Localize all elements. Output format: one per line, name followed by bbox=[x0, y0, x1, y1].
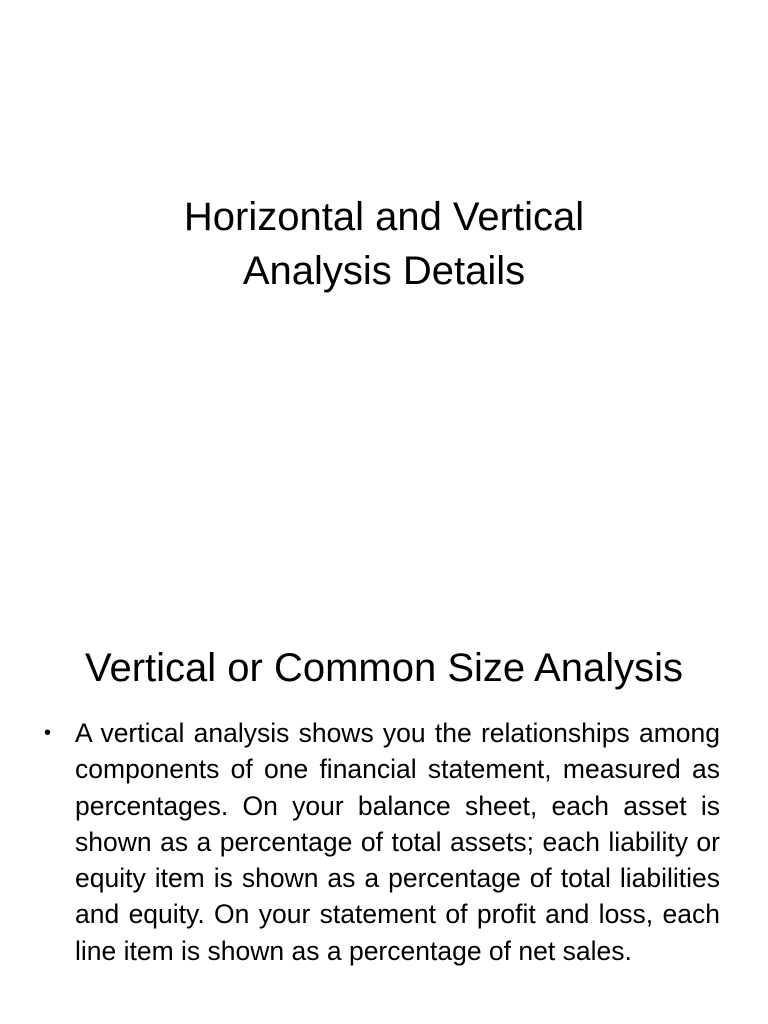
slide-title bbox=[0, 190, 768, 298]
content-slide bbox=[0, 576, 768, 1024]
slide-title-line-2: Analysis Details bbox=[242, 249, 526, 293]
bullet-text: A vertical analysis shows you the relationships among components of one financial statement, measured as percentages. On your balance sheet, each asset is shown as a percentage of total assets; each liability or equity item is shown as a percentage of total liabilities and equity. On your statement of profit and loss, each line item is shown as a percentage of net sales. bbox=[75, 718, 720, 966]
bullet-item bbox=[44, 715, 720, 969]
bullet-marker: • bbox=[44, 722, 52, 744]
bullet-list bbox=[44, 715, 720, 969]
slide-heading: Vertical or Common Size Analysis bbox=[84, 646, 683, 690]
slide-title-line-1: Horizontal and Vertical bbox=[183, 195, 585, 239]
